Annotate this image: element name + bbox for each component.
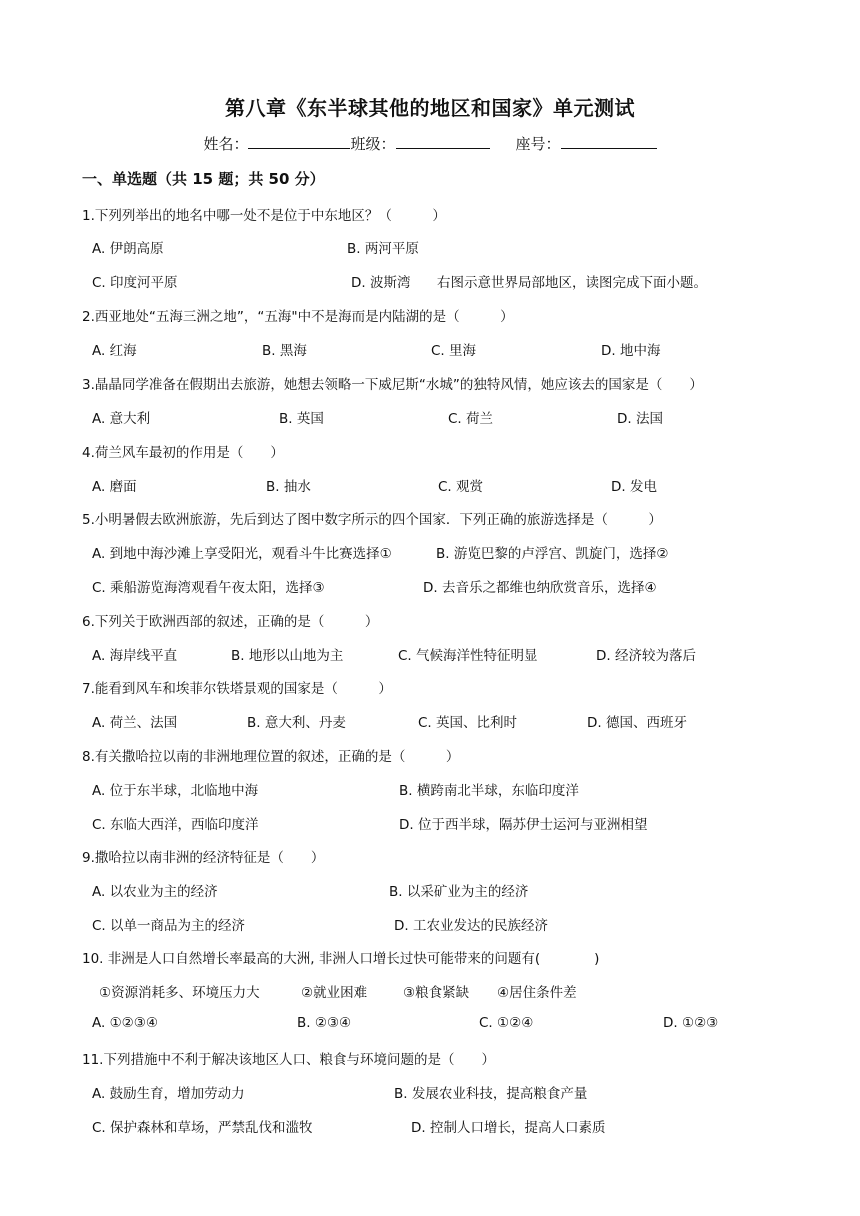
question-5-option-c[interactable]: C. 乘船游览海湾观看午夜太阳，选择③ [92, 580, 325, 596]
question-11-option-d[interactable]: D. 控制人口增长，提高人口素质 [411, 1120, 606, 1136]
question-5-stem: 5.小明暑假去欧洲旅游，先后到达了图中数字所示的四个国家．下列正确的旅游选择是（ ） [82, 512, 662, 528]
question-9-option-c[interactable]: C. 以单一商品为主的经济 [92, 918, 246, 934]
question-4-option-c[interactable]: C. 观赏 [438, 479, 484, 495]
question-10-item-1: ①资源消耗多、环境压力大 [99, 985, 260, 1001]
question-5-option-d[interactable]: D. 去音乐之都维也纳欣赏音乐，选择④ [423, 580, 657, 596]
question-4-option-d[interactable]: D. 发电 [611, 479, 657, 495]
question-7-option-a[interactable]: A. 荷兰、法国 [92, 715, 178, 731]
question-10-option-a[interactable]: A. ①②③④ [92, 1015, 158, 1031]
question-6-option-c[interactable]: C. 气候海洋性特征明显 [398, 648, 538, 664]
question-8-option-a[interactable]: A. 位于东半球，北临地中海 [92, 783, 259, 799]
question-8-option-c[interactable]: C. 东临大西洋，西临印度洋 [92, 817, 259, 833]
question-9-option-a[interactable]: A. 以农业为主的经济 [92, 884, 218, 900]
seat-blank [561, 134, 657, 149]
question-7-stem: 7.能看到风车和埃菲尔铁塔景观的国家是（ ） [82, 681, 392, 697]
question-1-option-c[interactable]: C. 印度河平原 [92, 275, 178, 291]
question-9-stem: 9.撒哈拉以南非洲的经济特征是（ ） [82, 850, 325, 866]
question-4-option-a[interactable]: A. 磨面 [92, 479, 137, 495]
question-3-stem: 3.晶晶同学准备在假期出去旅游，她想去领略一下威尼斯“水城”的独特风情，她应该去的国家是（ ） [82, 377, 703, 393]
question-1-option-b[interactable]: B. 两河平原 [347, 241, 419, 257]
question-7-option-d[interactable]: D. 德国、西班牙 [587, 715, 687, 731]
question-6-option-a[interactable]: A. 海岸线平直 [92, 648, 178, 664]
question-7-option-c[interactable]: C. 英国、比利时 [418, 715, 518, 731]
seat-label: 座号： [515, 135, 561, 153]
question-1-option-d[interactable]: D. 波斯湾 [351, 275, 411, 291]
class-label: 班级： [350, 135, 396, 153]
question-2-option-c[interactable]: C. 里海 [431, 343, 477, 359]
question-10-item-4: ④居住条件差 [497, 985, 577, 1001]
class-blank [396, 134, 490, 149]
student-info-line [0, 133, 860, 154]
question-4-option-b[interactable]: B. 抽水 [266, 479, 311, 495]
question-8-stem: 8.有关撒哈拉以南的非洲地理位置的叙述，正确的是（ ） [82, 749, 460, 765]
question-10-item-3: ③粮食紧缺 [403, 985, 470, 1001]
question-11-stem: 11.下列措施中不利于解决该地区人口、粮食与环境问题的是（ ） [82, 1052, 495, 1068]
name-label: 姓名： [203, 135, 249, 153]
question-6-stem: 6.下列关于欧洲西部的叙述，正确的是（ ） [82, 614, 379, 630]
question-1-stem: 1.下列列举出的地名中哪一处不是位于中东地区？（ ） [82, 208, 446, 224]
question-11-option-a[interactable]: A. 鼓励生育，增加劳动力 [92, 1086, 245, 1102]
question-9-option-b[interactable]: B. 以采矿业为主的经济 [389, 884, 529, 900]
question-2-option-d[interactable]: D. 地中海 [601, 343, 661, 359]
question-4-stem: 4.荷兰风车最初的作用是（ ） [82, 445, 284, 461]
question-10-option-d[interactable]: D. ①②③ [663, 1015, 719, 1031]
section-heading: 一、单选题（共 15 题；共 50 分） [82, 170, 325, 188]
question-5-option-b[interactable]: B. 游览巴黎的卢浮宫、凯旋门，选择② [436, 546, 669, 562]
question-3-option-a[interactable]: A. 意大利 [92, 411, 151, 427]
question-3-option-b[interactable]: B. 英国 [279, 411, 324, 427]
question-11-option-c[interactable]: C. 保护森林和草场，严禁乱伐和滥牧 [92, 1120, 313, 1136]
map-instruction: 右图示意世界局部地区，读图完成下面小题。 [437, 275, 707, 291]
question-2-stem: 2.西亚地处“五海三洲之地”，“五海"中不是海而是内陆湖的是（ ） [82, 309, 514, 325]
question-10-option-b[interactable]: B. ②③④ [297, 1015, 352, 1031]
question-3-option-c[interactable]: C. 荷兰 [448, 411, 494, 427]
question-6-option-b[interactable]: B. 地形以山地为主 [231, 648, 344, 664]
name-blank [248, 134, 350, 149]
question-3-option-d[interactable]: D. 法国 [617, 411, 663, 427]
question-10-item-2: ②就业困难 [301, 985, 368, 1001]
question-2-option-a[interactable]: A. 红海 [92, 343, 137, 359]
question-10-option-c[interactable]: C. ①②④ [479, 1015, 534, 1031]
question-10-stem: 10. 非洲是人口自然增长率最高的大洲, 非洲人口增长过快可能带来的问题有( ) [82, 951, 600, 967]
question-2-option-b[interactable]: B. 黑海 [262, 343, 307, 359]
question-9-option-d[interactable]: D. 工农业发达的民族经济 [394, 918, 548, 934]
question-8-option-b[interactable]: B. 横跨南北半球，东临印度洋 [399, 783, 579, 799]
question-7-option-b[interactable]: B. 意大利、丹麦 [247, 715, 346, 731]
question-1-option-a[interactable]: A. 伊朗高原 [92, 241, 164, 257]
question-6-option-d[interactable]: D. 经济较为落后 [596, 648, 696, 664]
question-5-option-a[interactable]: A. 到地中海沙滩上享受阳光，观看斗牛比赛选择① [92, 546, 392, 562]
question-8-option-d[interactable]: D. 位于西半球，隔苏伊士运河与亚洲相望 [399, 817, 648, 833]
question-11-option-b[interactable]: B. 发展农业科技，提高粮食产量 [394, 1086, 588, 1102]
page-title: 第八章《东半球其他的地区和国家》单元测试 [225, 96, 635, 120]
